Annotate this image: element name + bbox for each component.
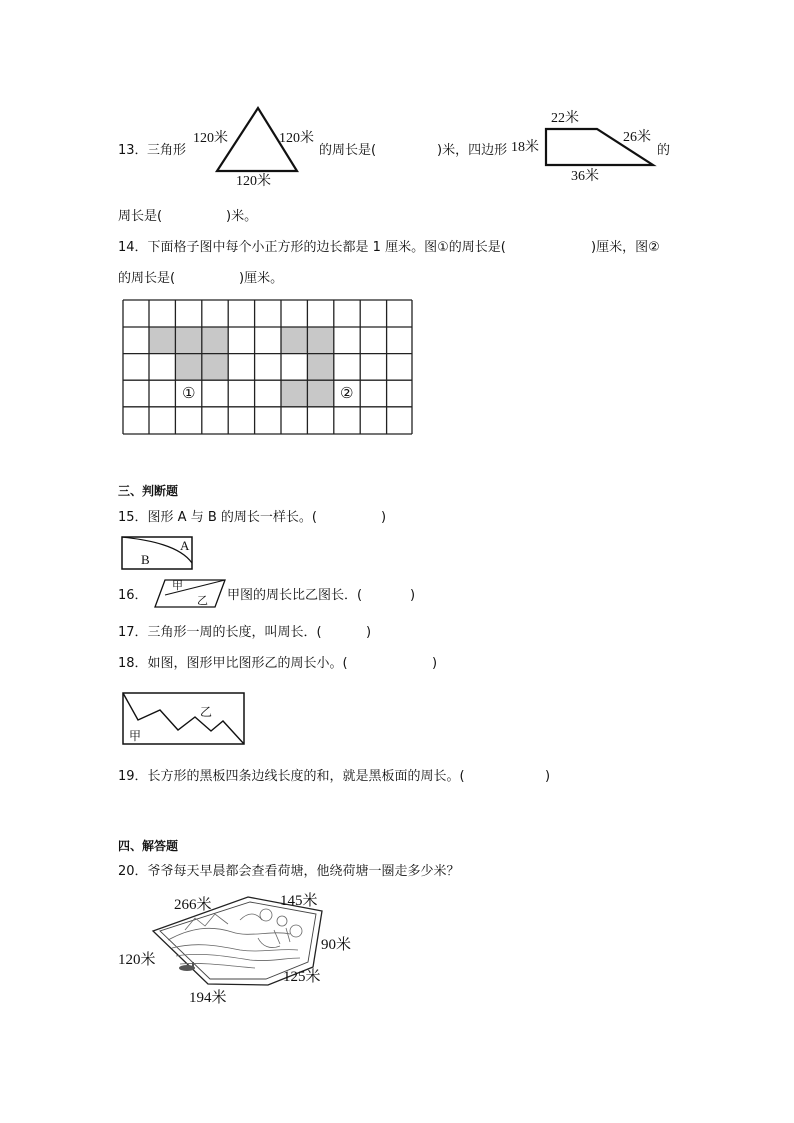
q16-label-yi: 乙	[197, 594, 208, 607]
q13-line2-end: )米。	[226, 209, 258, 224]
q18-text: 18．如图，图形甲比图形乙的周长小。(	[118, 656, 348, 671]
grid-marker-1: ①	[182, 384, 196, 402]
q16-close: )	[410, 588, 416, 603]
grid-marker-2: ②	[340, 384, 354, 402]
q15-close: )	[381, 510, 387, 525]
triangle-bottom-side-label: 120米	[236, 174, 271, 189]
q13-perimeter-text: 的周长是(	[319, 143, 377, 158]
triangle-right-side-label: 120米	[279, 131, 314, 146]
q18-label-jia: 甲	[129, 729, 142, 743]
q20-text: 20．爷爷每天早晨都会查看荷塘，他绕荷塘一圈走多少米？	[118, 864, 460, 879]
q18-close: )	[432, 656, 438, 671]
pond-side-145: 145米	[280, 893, 318, 909]
q17-text: 17．三角形一周的长度，叫周长．(	[118, 625, 322, 640]
quad-left-side-label: 18米	[511, 140, 539, 155]
q18-label-yi: 乙	[200, 705, 213, 719]
q16-text: 甲图的周长比乙图长．(	[227, 588, 363, 603]
quad-top-side-label: 22米	[551, 111, 579, 126]
q15-text: 15．图形 A 与 B 的周长一样长。(	[118, 510, 317, 525]
q16-label-jia: 甲	[172, 579, 183, 592]
q14-line2-end: )厘米。	[239, 271, 284, 286]
q13-quad-text: )米，四边形	[437, 143, 508, 158]
q16-number: 16．	[118, 588, 148, 603]
pond-side-266: 266米	[174, 897, 212, 913]
q13-line2-text: 周长是(	[118, 209, 163, 224]
pond-side-90: 90米	[321, 937, 352, 953]
section-4-title: 四、解答题	[118, 839, 179, 853]
q14-line2: 的周长是(	[118, 271, 176, 286]
q13-number: 13．	[118, 143, 148, 158]
pond-side-120: 120米	[118, 952, 156, 968]
quad-right-side-label: 26米	[623, 130, 651, 145]
q15-label-b: B	[141, 552, 150, 567]
q13-triangle-text: 三角形	[147, 143, 187, 158]
pond-side-194: 194米	[189, 990, 227, 1006]
q15-label-a: A	[180, 538, 190, 553]
section-3-title: 三、判断题	[118, 484, 179, 498]
q19-text: 19．长方形的黑板四条边线长度的和，就是黑板面的周长。(	[118, 769, 465, 784]
pond-side-125: 125米	[283, 969, 321, 985]
q19-close: )	[545, 769, 551, 784]
q13-end-text: 的	[657, 143, 671, 158]
triangle-left-side-label: 120米	[193, 131, 228, 146]
q14-line1: 14．下面格子图中每个小正方形的边长都是 1 厘米。图①的周长是(	[118, 240, 506, 255]
quad-bottom-side-label: 36米	[571, 169, 599, 184]
q14-line1-mid: )厘米，图②	[591, 240, 660, 255]
q17-close: )	[366, 625, 372, 640]
